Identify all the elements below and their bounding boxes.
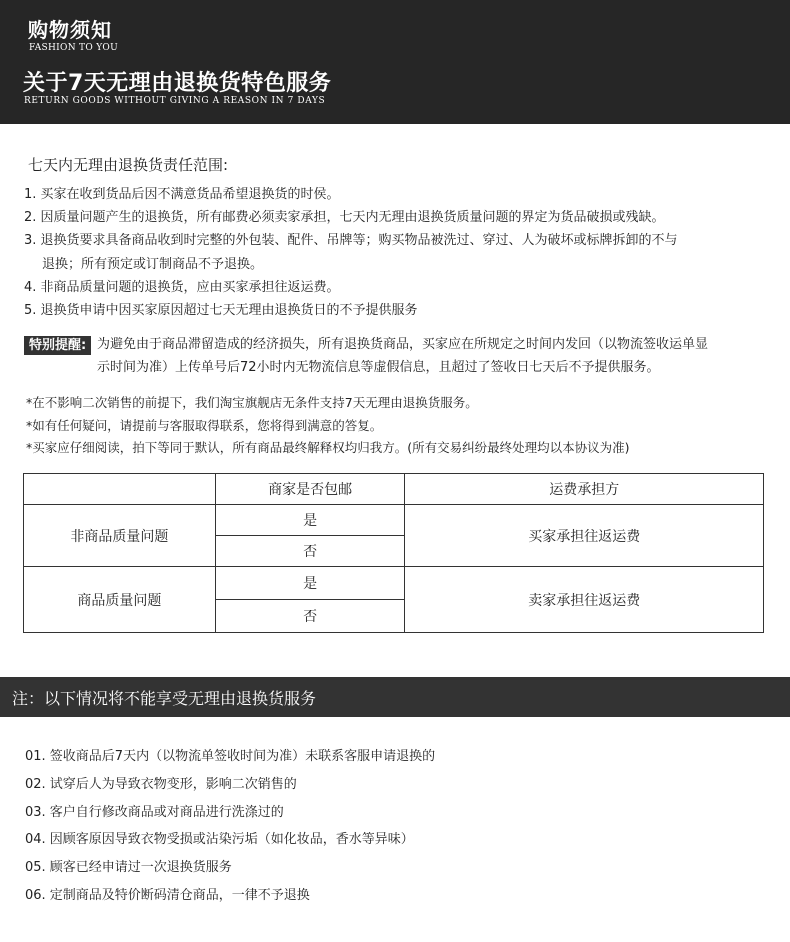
note-item: *如有任何疑问，请提前与客服取得联系，您将得到满意的答复。 bbox=[26, 417, 383, 433]
notice-line-1: 为避免由于商品滞留造成的经济损失，所有退换货商品，买家应在所规定之时间内发回（以物流签收运单显 bbox=[97, 337, 709, 352]
header-title: 购物须知 bbox=[28, 18, 112, 42]
list-item: 2. 因质量问题产生的退换货，所有邮费必须卖家承担，七天内无理由退换货质量问题的界定为货品破损或残缺。 bbox=[24, 210, 665, 226]
list-item: 4. 非商品质量问题的退换货，应由买家承担往返运费。 bbox=[24, 279, 340, 295]
table-yes-cell: 是 bbox=[215, 567, 405, 600]
note-item: *买家应仔细阅读，拍下等同于默认，所有商品最终解释权均归我方。(所有交易纠纷最终处理均以本协议为准) bbox=[26, 440, 630, 455]
list-item: 退换；所有预定或订制商品不予退换。 bbox=[42, 256, 264, 272]
list-item: 3. 退换货要求具备商品收到时完整的外包装、配件、吊牌等；购买物品被洗过、穿过、人为破坏或标牌拆卸的不与 bbox=[24, 233, 678, 249]
table-header-cell bbox=[24, 474, 216, 505]
header-banner bbox=[0, 0, 790, 124]
scope-title: 七天内无理由退换货责任范围: bbox=[28, 156, 229, 174]
list-item: 5. 退换货申请中因买家原因超过七天无理由退换货日的不予提供服务 bbox=[24, 302, 418, 318]
table-category-cell: 非商品质量问题 bbox=[24, 505, 216, 567]
header-subtitle-2: RETURN GOODS WITHOUT GIVING A REASON IN 7 DAYS bbox=[24, 96, 326, 106]
note-item: *在不影响二次销售的前提下，我们淘宝旗舰店无条件支持7天无理由退换货服务。 bbox=[26, 395, 478, 410]
notice-line-2: 示时间为准）上传单号后72小时内无物流信息等虚假信息，且超过了签收日七天后不予提供服务。 bbox=[97, 360, 660, 375]
list-item: 01. 签收商品后7天内（以物流单签收时间为准）未联系客服申请退换的 bbox=[25, 749, 436, 764]
exclusions-banner-text: 注：以下情况将不能享受无理由退换货服务 bbox=[12, 689, 317, 708]
table-header-cell: 商家是否包邮 bbox=[215, 474, 405, 505]
header-title-2: 关于7天无理由退换货特色服务 bbox=[23, 71, 332, 96]
shipping-policy-table bbox=[23, 473, 764, 633]
list-item: 02. 试穿后人为导致衣物变形，影响二次销售的 bbox=[25, 776, 297, 792]
table-category-cell: 商品质量问题 bbox=[24, 567, 216, 633]
header-subtitle: FASHION TO YOU bbox=[29, 43, 118, 53]
exclusions-banner bbox=[0, 677, 790, 717]
scope-list bbox=[24, 183, 774, 322]
notice-tag: 特别提醒: bbox=[24, 336, 91, 355]
list-item: 06. 定制商品及特价断码清仓商品，一律不予退换 bbox=[25, 887, 310, 903]
notes-list bbox=[26, 392, 630, 460]
list-item: 05. 顾客已经申请过一次退换货服务 bbox=[25, 860, 232, 876]
exclusions-list bbox=[25, 743, 435, 910]
table-yes-cell: 是 bbox=[215, 505, 405, 536]
list-item: 1. 买家在收到货品后因不满意货品希望退换货的时侯。 bbox=[24, 187, 340, 202]
list-item: 04. 因顾客原因导致衣物受损或沾染污垢（如化妆品，香水等异味） bbox=[25, 832, 414, 848]
table-no-cell: 否 bbox=[215, 600, 405, 633]
table-no-cell: 否 bbox=[215, 536, 405, 567]
table-payer-cell: 买家承担往返运费 bbox=[405, 505, 764, 567]
table-header-cell: 运费承担方 bbox=[405, 474, 764, 505]
list-item: 03. 客户自行修改商品或对商品进行洗涤过的 bbox=[25, 804, 284, 820]
table-payer-cell: 卖家承担往返运费 bbox=[405, 567, 764, 633]
